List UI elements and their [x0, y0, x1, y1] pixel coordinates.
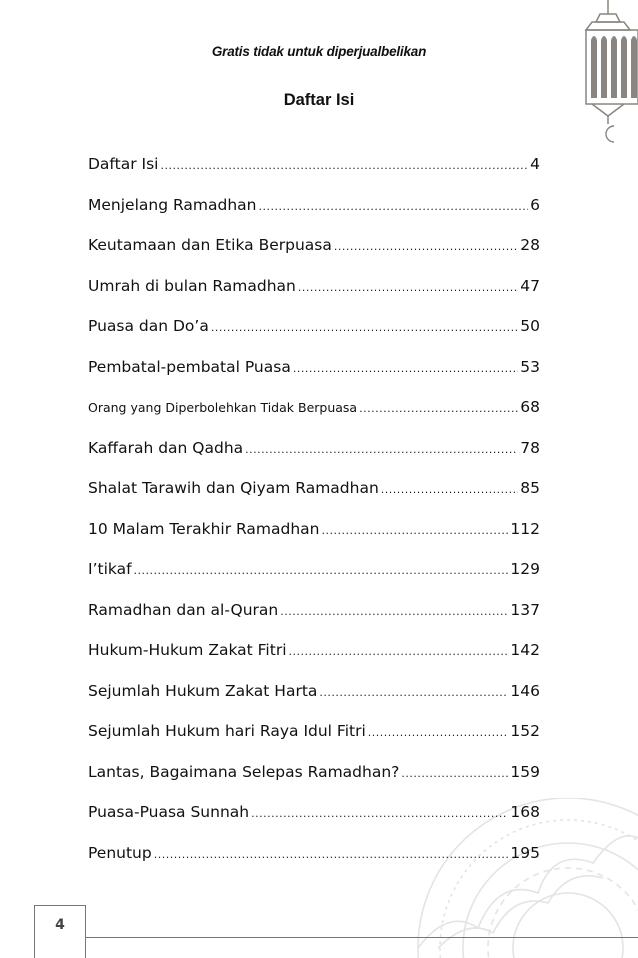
leader-dots [293, 355, 518, 383]
toc-entry-label: 10 Malam Terakhir Ramadhan [88, 519, 320, 538]
leader-dots [359, 395, 518, 423]
toc-entry-label: Pembatal-pembatal Puasa [88, 357, 291, 376]
header-notice: Gratis tidak untuk diperjualbelikan [211, 44, 427, 59]
toc-entry-page: 4 [530, 155, 540, 173]
toc-entry[interactable] [88, 677, 540, 718]
toc-entry[interactable] [88, 312, 540, 353]
toc-entry-page: 137 [510, 600, 540, 619]
toc-entry-label: Menjelang Ramadhan [88, 195, 257, 214]
toc-entry[interactable] [88, 150, 540, 191]
page-title: Daftar Isi [283, 91, 355, 109]
toc-entry[interactable] [88, 636, 540, 677]
leader-dots [154, 841, 509, 869]
toc-entry-page: 146 [510, 681, 540, 700]
leader-dots [401, 760, 508, 788]
toc-entry-label: Puasa-Puasa Sunnah [88, 803, 250, 821]
page-number: 4 [55, 917, 65, 933]
toc-entry-label: Umrah di bulan Ramadhan [88, 276, 296, 295]
leader-dots [368, 719, 509, 747]
toc-entry[interactable] [88, 798, 540, 839]
toc-entry-page: 50 [520, 317, 540, 335]
leader-dots [134, 557, 509, 585]
leader-dots [319, 679, 508, 707]
toc-entry-page: 47 [520, 276, 540, 295]
toc-entry-label: Puasa dan Do’a [88, 317, 209, 335]
toc-entry-label: I’tikaf [88, 560, 132, 578]
toc-entry[interactable] [88, 474, 540, 515]
toc-entry[interactable] [88, 717, 540, 758]
leader-dots [298, 274, 518, 302]
toc-entry[interactable] [88, 353, 540, 394]
toc-entry-page: 78 [520, 438, 540, 457]
leader-dots [258, 193, 528, 221]
leader-dots [289, 638, 509, 666]
toc-entry-label: Sejumlah Hukum Zakat Harta [88, 681, 318, 700]
toc-entry-page: 195 [510, 843, 540, 862]
toc-entry-page: 112 [510, 519, 540, 538]
leader-dots [211, 314, 518, 342]
leader-dots [334, 233, 518, 261]
toc-entry-page: 129 [510, 560, 540, 578]
toc-entry[interactable] [88, 515, 540, 556]
lantern-ornament-icon [570, 0, 638, 150]
page-number-box [34, 905, 86, 958]
toc-entry[interactable] [88, 231, 540, 272]
toc-entry[interactable] [88, 272, 540, 313]
footer-rule [86, 937, 638, 938]
toc-entry-page: 168 [510, 803, 540, 821]
toc-entry-label: Daftar Isi [88, 155, 159, 173]
toc-entry-page: 152 [510, 722, 540, 740]
toc-entry-label: Sejumlah Hukum hari Raya Idul Fitri [88, 722, 366, 740]
leader-dots [245, 436, 518, 464]
toc-entry[interactable] [88, 434, 540, 475]
toc-entry-page: 6 [530, 195, 540, 214]
toc-entry-page: 142 [510, 641, 540, 659]
toc-entry-label: Shalat Tarawih dan Qiyam Ramadhan [88, 479, 379, 497]
leader-dots [322, 517, 509, 545]
toc-entry-page: 68 [520, 398, 540, 416]
toc-entry-page: 53 [520, 357, 540, 376]
toc-entry-label: Penutup [88, 843, 152, 862]
leader-dots [160, 152, 528, 180]
toc-entry-label: Lantas, Bagaimana Selepas Ramadhan? [88, 762, 400, 781]
toc-entry-label: Orang yang Diperbolehkan Tidak Berpuasa [88, 400, 358, 415]
toc-entry-label: Ramadhan dan al-Quran [88, 600, 279, 619]
toc-entry-page: 85 [520, 479, 540, 497]
toc-entry[interactable] [88, 191, 540, 232]
leader-dots [381, 476, 518, 504]
toc-entry[interactable] [88, 758, 540, 799]
toc-entry-page: 159 [510, 762, 540, 781]
toc-entry[interactable] [88, 596, 540, 637]
table-of-contents [88, 150, 540, 879]
leader-dots [280, 598, 508, 626]
leader-dots [251, 800, 508, 828]
toc-entry-label: Kaffarah dan Qadha [88, 438, 244, 457]
toc-entry-label: Hukum-Hukum Zakat Fitri [88, 641, 287, 659]
toc-entry[interactable] [88, 839, 540, 880]
toc-entry[interactable] [88, 555, 540, 596]
toc-entry-page: 28 [520, 236, 540, 254]
toc-entry[interactable] [88, 393, 540, 434]
toc-entry-label: Keutamaan dan Etika Berpuasa [88, 236, 332, 254]
